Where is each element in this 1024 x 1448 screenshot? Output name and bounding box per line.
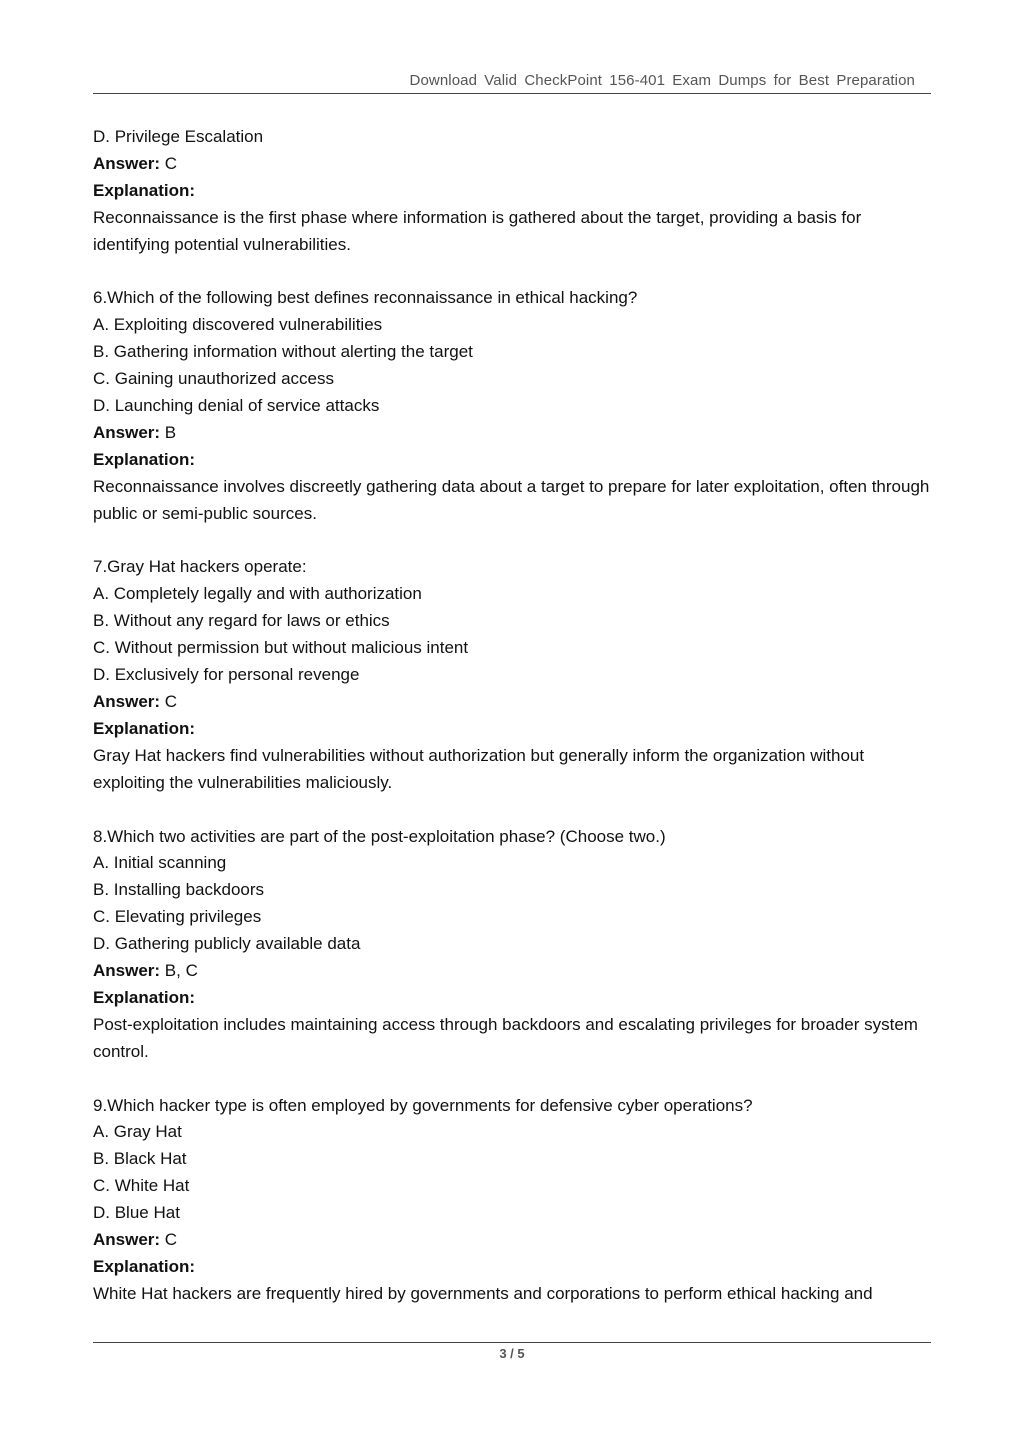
option-a: A. Initial scanning [93,853,227,873]
footer-divider [93,1342,931,1343]
explanation-text: Gray Hat hackers find vulnerabilities without authorization but generally inform the organization without exploiting the vulnerabilities maliciously. [93,745,865,792]
option-c: C. Without permission but without malicious intent [93,638,469,658]
answer-label: Answer: [93,422,161,442]
option-b: B. Gathering information without alerting the target [93,342,473,362]
option-d: D. Exclusively for personal revenge [93,665,360,685]
page-header: Download Valid CheckPoint 156-401 Exam Dumps for Best Preparation [409,72,915,89]
option-b: B. Without any regard for laws or ethics [93,611,390,631]
question-text: 7.Gray Hat hackers operate: [93,557,307,577]
explanation-text: Post-exploitation includes maintaining access through backdoors and escalating privileges for broader system control. [93,1014,918,1061]
question-text: 8.Which two activities are part of the post-exploitation phase? (Choose two.) [93,826,666,846]
option-a: A. Completely legally and with authorization [93,584,422,604]
option-d: D. Privilege Escalation [93,127,264,146]
option-d: D. Blue Hat [93,1203,180,1223]
option-c: C. Gaining unauthorized access [93,369,334,389]
option-a: A. Exploiting discovered vulnerabilities [93,315,383,335]
answer-label: Answer: [93,692,161,711]
option-b: B. Installing backdoors [93,880,265,900]
question-block [93,824,933,1066]
spacer [93,1066,933,1093]
explanation-label: Explanation: [93,449,196,469]
answer-line [93,689,933,716]
spacer [93,797,933,824]
question-text: 9.Which hacker type is often employed by governments for defensive cyber operations? [93,1095,753,1115]
answer-value: B [160,422,177,442]
page-content [93,124,933,1308]
option-c: C. White Hat [93,1176,190,1196]
option-c: C. Elevating privileges [93,907,262,927]
spacer [93,528,933,555]
question-block [93,554,933,796]
answer-line [93,958,933,985]
answer-value: C [160,1230,178,1250]
explanation-text: Reconnaissance is the first phase where information is gathered about the target, providing a basis for identifying potential vulnerabilities. [93,207,862,254]
explanation-label: Explanation: [93,718,196,738]
question-text: 6.Which of the following best defines reconnaissance in ethical hacking? [93,288,638,308]
page-number: 3 / 5 [499,1346,525,1361]
answer-label: Answer: [93,153,161,173]
spacer [93,259,933,286]
answer-label: Answer: [93,1230,161,1250]
option-b: B. Black Hat [93,1149,187,1169]
answer-line [93,151,933,178]
header-divider [93,93,931,94]
explanation-label: Explanation: [93,1257,196,1276]
explanation-label: Explanation: [93,180,196,200]
answer-value: B, C [160,961,198,981]
explanation-text: Reconnaissance involves discreetly gathering data about a target to prepare for later exploitation, often through public or semi-public sources. [93,476,930,523]
answer-line [93,1227,933,1254]
answer-label: Answer: [93,961,161,981]
explanation-label: Explanation: [93,987,196,1007]
answer-line [93,420,933,447]
question-block [93,1093,933,1308]
question-block [93,285,933,527]
carryover-block [93,124,933,259]
explanation-text: White Hat hackers are frequently hired by governments and corporations to perform ethical hacking and [93,1283,873,1303]
option-d: D. Launching denial of service attacks [93,396,380,416]
answer-value: C [160,692,178,711]
option-d: D. Gathering publicly available data [93,934,361,954]
answer-value: C [160,153,178,173]
option-a: A. Gray Hat [93,1122,182,1142]
